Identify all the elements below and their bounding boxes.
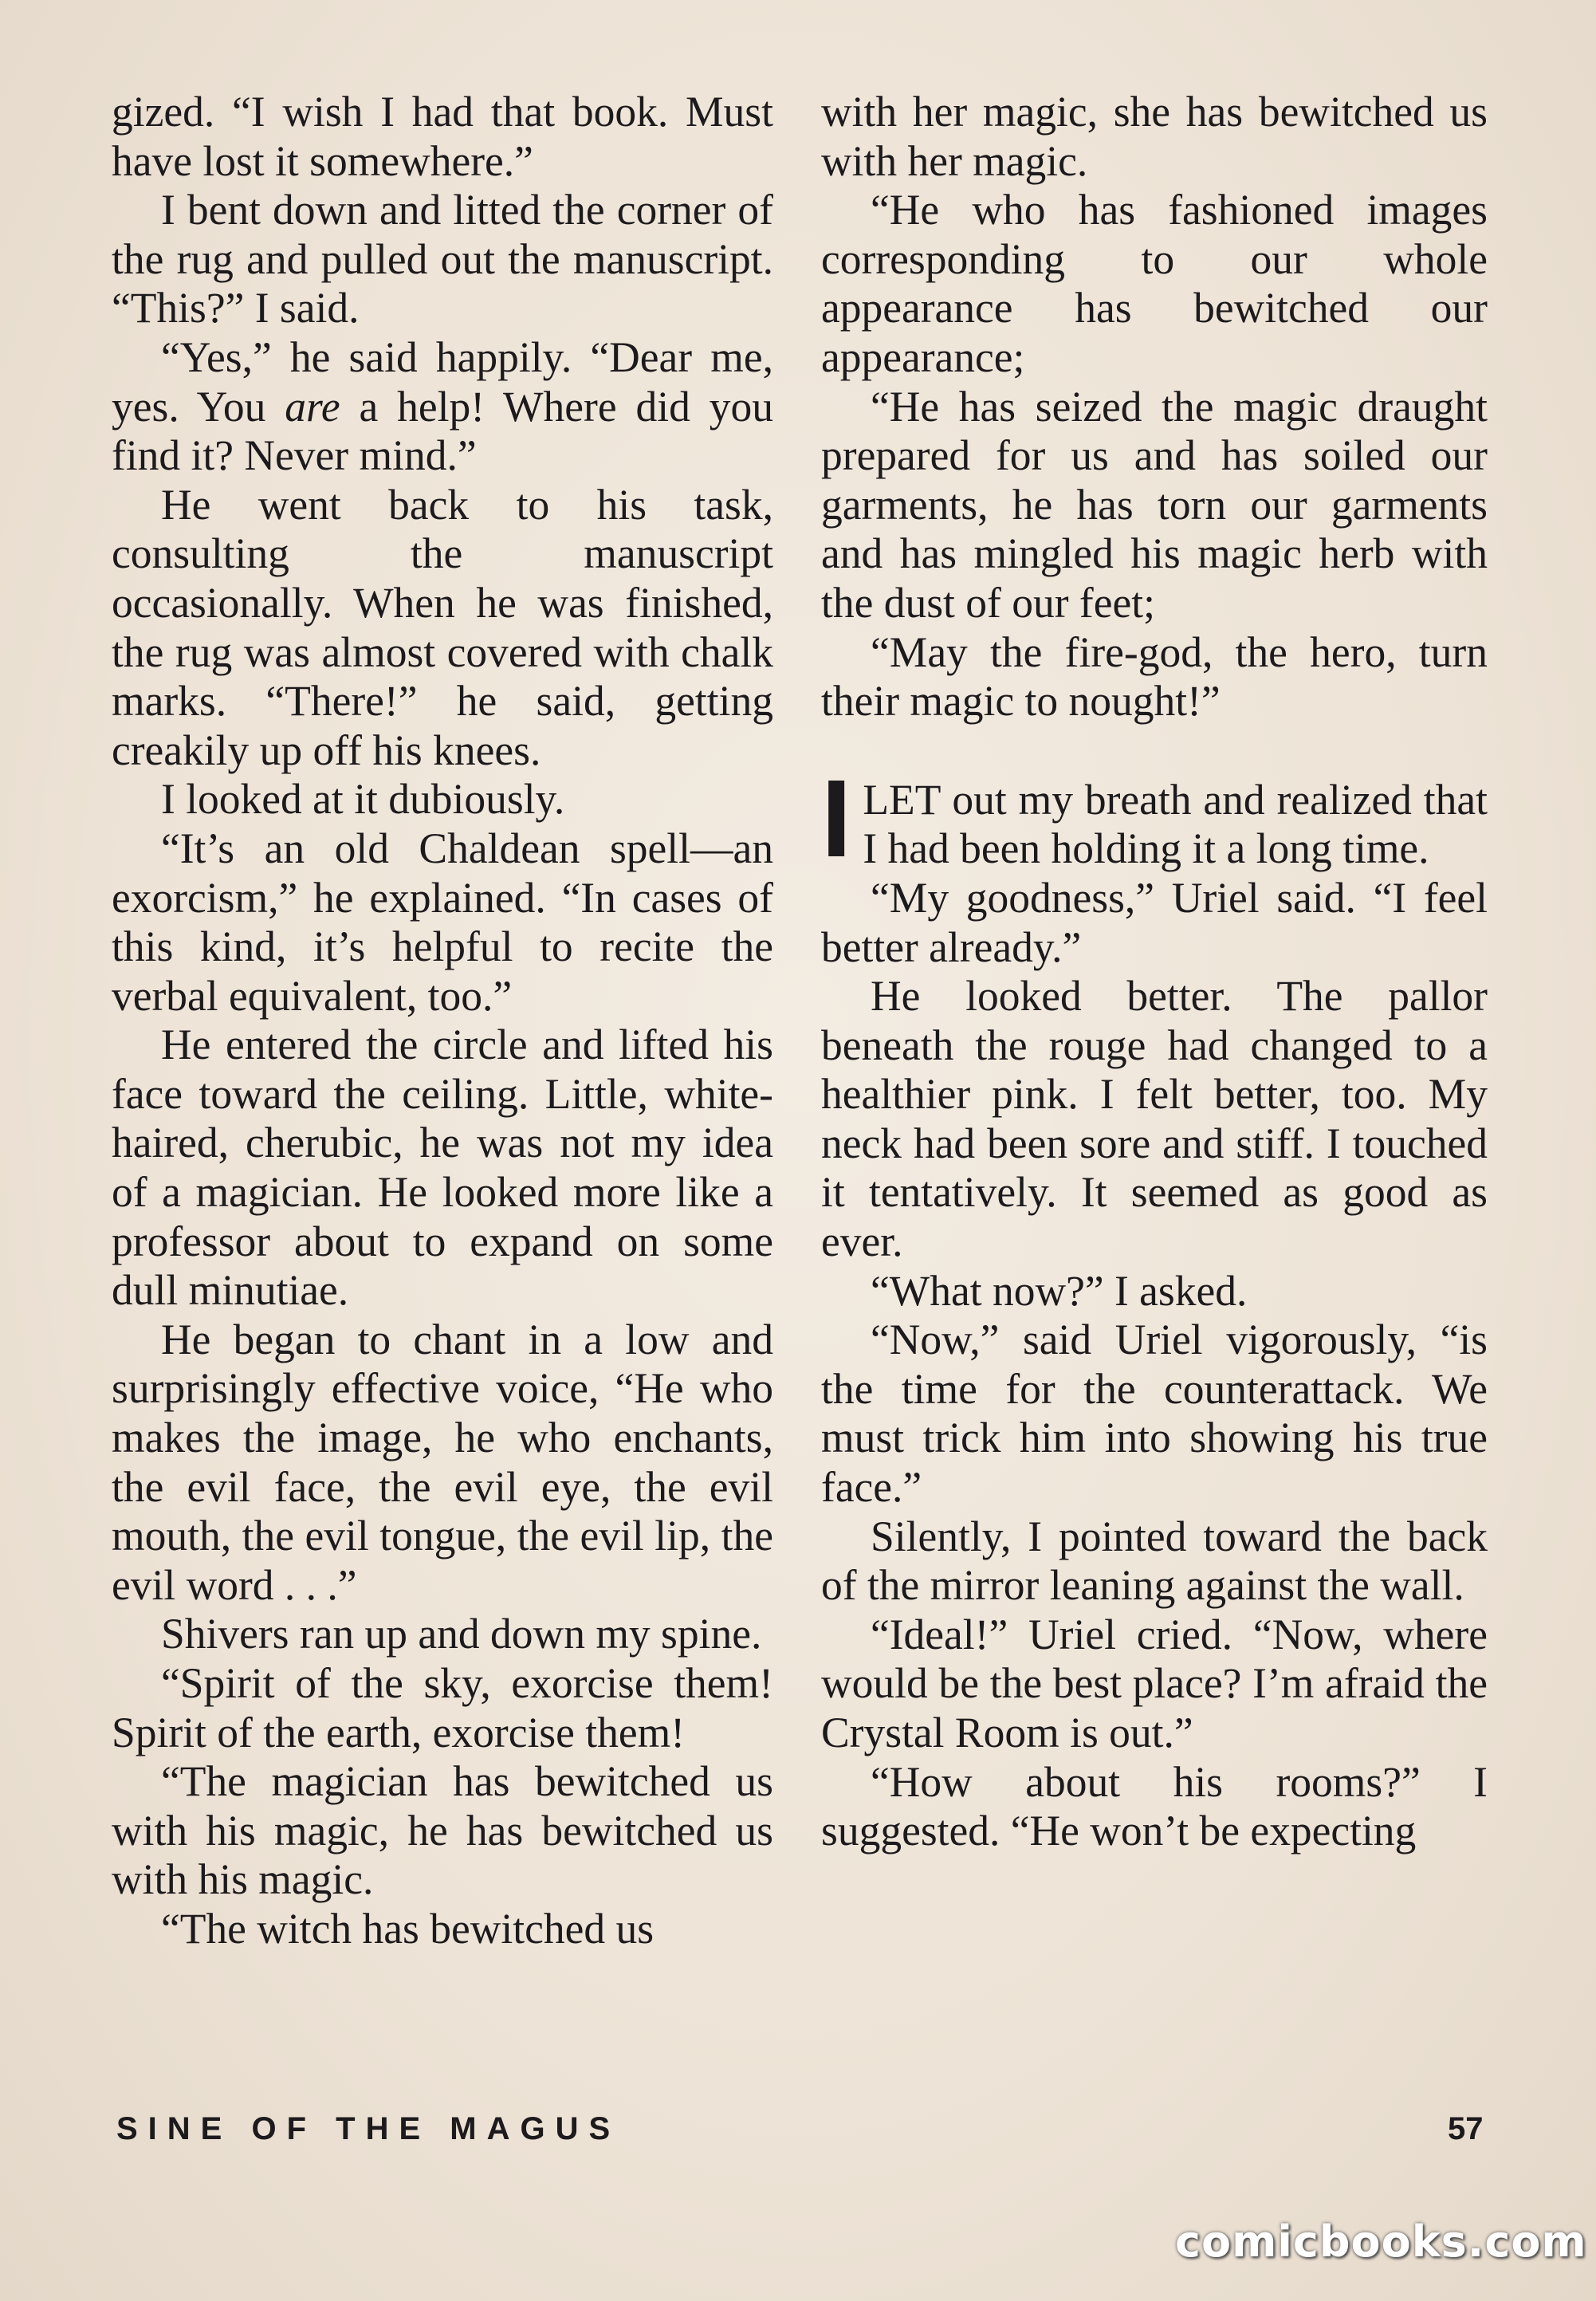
drop-cap: I bbox=[821, 757, 852, 880]
paragraph: I looked at it dubiously. bbox=[161, 775, 565, 824]
paragraph: with her magic, she has bewitched us with her magic. bbox=[821, 88, 1488, 185]
paragraph: He went back to his task, consulting the manuscript occasionally. When he was finished, the rug was almost covered with chalk marks. “There!” he said, getting creakily up off his knees. bbox=[112, 480, 773, 774]
paragraph: “How about his rooms?” I suggested. “He won’t be expecting bbox=[821, 1757, 1488, 1855]
paragraph: Shivers ran up and down my spine. bbox=[161, 1610, 762, 1658]
paragraph: gized. “I wish I had that book. Must have lost it somewhere.” bbox=[112, 88, 773, 185]
paragraph: “May the fire-god, the hero, turn their magic to nought!” bbox=[821, 627, 1488, 726]
page-number: 57 bbox=[1448, 2111, 1484, 2146]
paragraph: “He has seized the magic draught prepared for us and has soiled our garments, he has torn our garments and has mingled his magic herb with the dust of our feet; bbox=[821, 382, 1488, 627]
running-title: SINE OF THE MAGUS bbox=[116, 2111, 621, 2146]
right-column bbox=[821, 88, 1488, 1856]
paragraph: “The magician has bewitched us with his magic, he has bewitched us with his magic. bbox=[112, 1757, 773, 1904]
paragraph: “What now?” I asked. bbox=[871, 1266, 1248, 1315]
paragraph: “Yes,” he said happily. “Dear me, yes. You are a help! Where did you find it? Never mind.” bbox=[112, 332, 773, 480]
dropcap-paragraph: ILET out my breath and realized that I had been holding it a long time. bbox=[821, 757, 1488, 880]
paragraph: “It’s an old Chaldean spell—an exorcism,” he explained. “In cases of this kind, it’s helpful to recite the verbal equivalent, too.” bbox=[112, 824, 773, 1020]
paragraph: He began to chant in a low and surprisingly effective voice, “He who makes the image, he who enchants, the evil face, the evil eye, the evil mouth, the evil tongue, the evil lip, the evil word . . .” bbox=[112, 1315, 773, 1609]
paragraph: Silently, I pointed toward the back of the mirror leaning against the wall. bbox=[821, 1512, 1488, 1610]
paragraph: I bent down and litted the corner of the rug and pulled out the manuscript. “This?” I said. bbox=[112, 186, 773, 332]
paragraph: He looked better. The pallor beneath the rouge had changed to a healthier pink. I felt better, too. My neck had been sore and stiff. I touched it tentatively. It seemed as good as ever. bbox=[821, 972, 1488, 1266]
paragraph: He entered the circle and lifted his face toward the ceiling. Little, white-haired, cherubic, he was not my idea of a magician. He looked more like a professor about to expand on some dull minutiae. bbox=[112, 1021, 773, 1315]
watermark: comicbooks.com bbox=[1175, 2216, 1587, 2267]
paragraph: “Spirit of the sky, exorcise them! Spirit of the earth, exorcise them! bbox=[112, 1659, 773, 1756]
paragraph: “Ideal!” Uriel cried. “Now, where would be the best place? I’m afraid the Crystal Room is out.” bbox=[821, 1610, 1488, 1756]
paragraph: “My goodness,” Uriel said. “I feel better already.” bbox=[821, 873, 1488, 971]
paragraph: “He who has fashioned images corresponding to our whole appearance has bewitched our appearance; bbox=[821, 186, 1488, 381]
left-column bbox=[112, 88, 773, 1954]
paragraph: “The witch has bewitched us bbox=[161, 1904, 655, 1953]
paragraph: “Now,” said Uriel vigorously, “is the time for the counterattack. We must trick him into showing his true face.” bbox=[821, 1316, 1488, 1512]
